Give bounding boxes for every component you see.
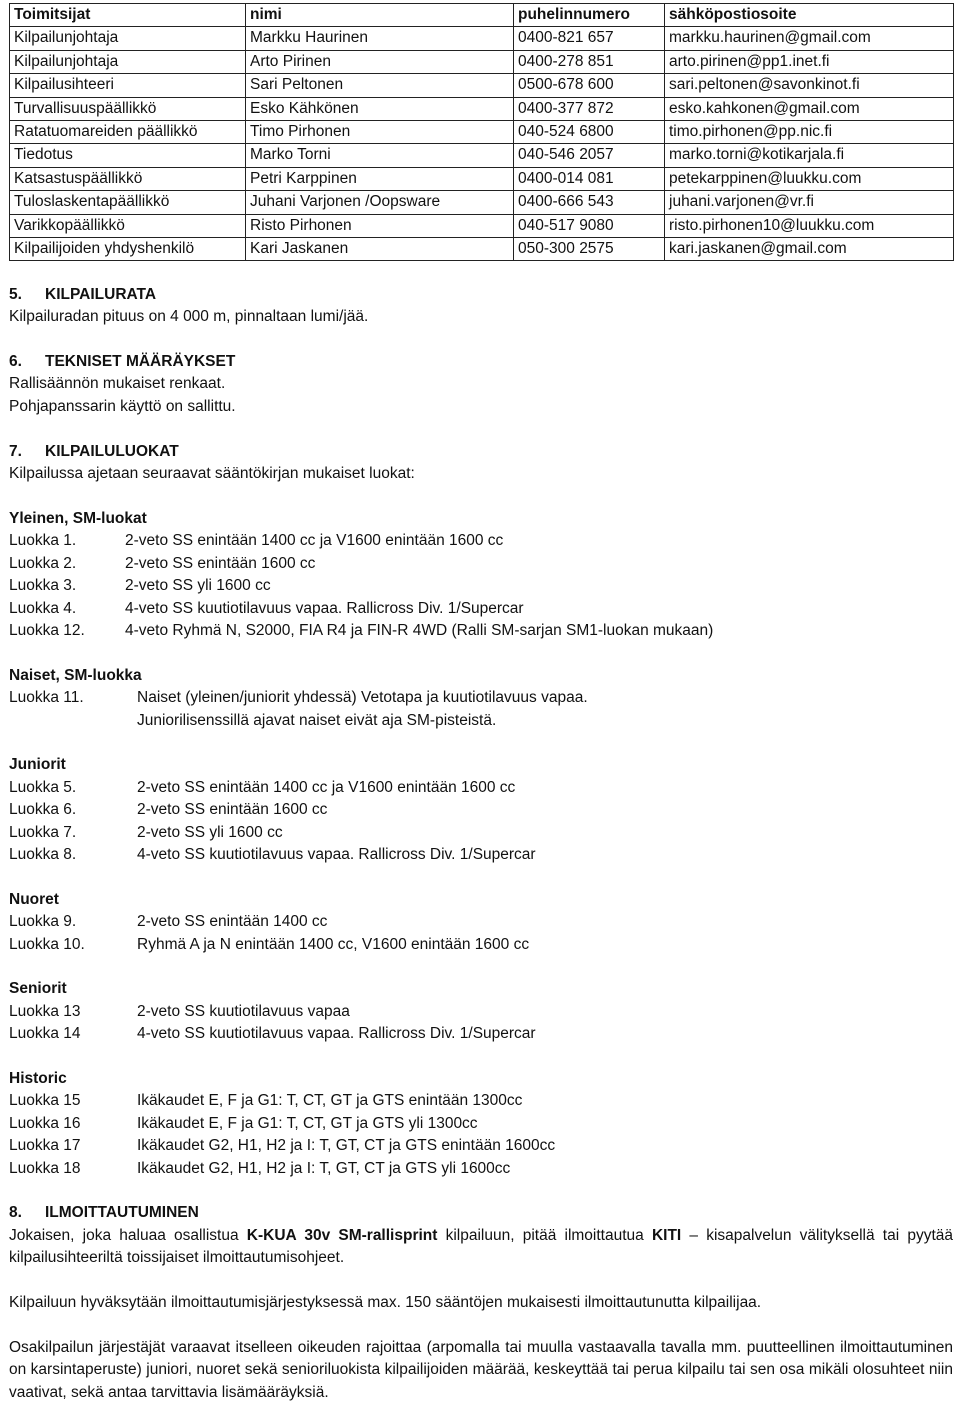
subsection-title: Juniorit: [9, 756, 66, 774]
officials-table: [9, 3, 954, 261]
cell-name: Risto Pirhonen: [246, 214, 514, 237]
list-item: [9, 777, 953, 799]
cell-name: Juhani Varjonen /Oopsware: [246, 191, 514, 214]
subsection-title: Seniorit: [9, 980, 67, 998]
header-phone: puhelinnumero: [514, 4, 665, 27]
class-label: Luokka 9.: [9, 913, 77, 931]
acceptance-paragraph: Kilpailuun hyväksytään ilmoittautumisjärjestyksessä max. 150 sääntöjen mukaisesti ilmoittautunutta kilpailijaa.: [9, 1293, 762, 1311]
class-desc: Ikäkaudet G2, H1, H2 ja I: T, GT, CT ja GTS yli 1600cc: [137, 1159, 511, 1177]
section-text: Pohjapanssarin käyttö on sallittu.: [9, 397, 236, 415]
cell-name: Esko Kähkönen: [246, 97, 514, 120]
header-name: nimi: [246, 4, 514, 27]
section-number: 8.: [9, 1204, 22, 1222]
list-item: [9, 530, 953, 552]
list-item: [9, 1135, 953, 1157]
section-text: Kilpailuradan pituus on 4 000 m, pinnaltaan lumi/jää.: [9, 308, 369, 326]
class-desc: 2-veto SS enintään 1400 cc ja V1600 enintään 1600 cc: [125, 532, 504, 550]
table-row: [10, 97, 954, 120]
section-title: KILPAILULUOKAT: [45, 442, 179, 460]
class-desc: Naiset (yleinen/juniorit yhdessä) Vetotapa ja kuutiotilavuus vapaa.: [137, 689, 588, 707]
class-label: Luokka 7.: [9, 823, 77, 841]
section-intro: Kilpailussa ajetaan seuraavat sääntökirjan mukaiset luokat:: [9, 465, 415, 483]
cell-name: Marko Torni: [246, 144, 514, 167]
cell-name: Sari Peltonen: [246, 74, 514, 97]
section-tekniset: [9, 351, 953, 418]
text-run: kilpailuun, pitää ilmoittautua: [437, 1226, 652, 1244]
officials-header-row: [10, 4, 954, 27]
class-label: Luokka 8.: [9, 845, 77, 863]
subsection-title: Historic: [9, 1069, 67, 1087]
class-desc: 2-veto SS enintään 1600 cc: [137, 801, 328, 819]
cell-email: markku.haurinen@gmail.com: [665, 27, 954, 50]
subsection-title: Naiset, SM-luokka: [9, 666, 142, 684]
list-item: [9, 1001, 953, 1023]
class-label: Luokka 15: [9, 1092, 81, 1110]
organizer-rights-paragraph: Osakilpailun järjestäjät varaavat itselleen oikeuden rajoittaa (arpomalla tai muulla vastaavalla tavalla mm. puutteellinen ilmoittautuminen on karsintaperuste) juniori, nuoret sekä senioriluokista kilpailijoiden määrää, keskeyttää tai perua kilpailu tai sen osa mikäli olosuhteet niin vaativat, sekä antaa tarvittavia lisämääräyksiä.: [9, 1338, 953, 1401]
list-item: [9, 799, 953, 821]
class-label: Luokka 17: [9, 1137, 81, 1155]
cell-name: Kari Jaskanen: [246, 238, 514, 261]
cell-role: Katsastuspäällikkö: [10, 167, 246, 190]
cell-phone: 0400-666 543: [514, 191, 665, 214]
cell-name: Arto Pirinen: [246, 50, 514, 73]
table-row: [10, 144, 954, 167]
list-item: [9, 1023, 953, 1045]
list-item: [9, 710, 953, 732]
table-row: [10, 191, 954, 214]
class-desc: Ikäkaudet G2, H1, H2 ja I: T, GT, CT ja GTS enintään 1600cc: [137, 1137, 556, 1155]
cell-phone: 0400-278 851: [514, 50, 665, 73]
cell-phone: 050-300 2575: [514, 238, 665, 261]
cell-email: marko.torni@kotikarjala.fi: [665, 144, 954, 167]
class-desc: 2-veto SS enintään 1400 cc ja V1600 enintään 1600 cc: [137, 778, 516, 796]
class-label: Luokka 5.: [9, 778, 77, 796]
class-label: Luokka 16: [9, 1114, 81, 1132]
event-name: K-KUA 30v SM-rallisprint: [246, 1226, 438, 1244]
document-page: [9, 3, 953, 1404]
class-desc: 4-veto SS kuutiotilavuus vapaa. Rallicross Div. 1/Supercar: [137, 845, 536, 863]
class-desc: Ikäkaudet E, F ja G1: T, CT, GT ja GTS enintään 1300cc: [137, 1092, 523, 1110]
class-label: Luokka 10.: [9, 935, 85, 953]
class-label: Luokka 18: [9, 1159, 81, 1177]
class-label: Luokka 1.: [9, 532, 77, 550]
class-desc: 2-veto SS enintään 1600 cc: [125, 554, 316, 572]
list-item: [9, 687, 953, 709]
section-number: 6.: [9, 353, 22, 371]
header-email: sähköpostiosoite: [665, 4, 954, 27]
list-item: [9, 911, 953, 933]
section-heading: [9, 351, 953, 373]
cell-role: Tuloslaskentapäällikkö: [10, 191, 246, 214]
cell-email: petekarppinen@luukku.com: [665, 167, 954, 190]
class-label: Luokka 6.: [9, 801, 77, 819]
section-text: Rallisäännön mukaiset renkaat.: [9, 375, 226, 393]
cell-role: Kilpailijoiden yhdyshenkilö: [10, 238, 246, 261]
section-number: 7.: [9, 442, 22, 460]
cell-email: kari.jaskanen@gmail.com: [665, 238, 954, 261]
table-row: [10, 214, 954, 237]
list-item: [9, 553, 953, 575]
service-name: KITI: [651, 1226, 682, 1244]
cell-email: risto.pirhonen10@luukku.com: [665, 214, 954, 237]
cell-name: Petri Karppinen: [246, 167, 514, 190]
class-label: Luokka 12.: [9, 621, 85, 639]
class-desc: 4-veto SS kuutiotilavuus vapaa. Rallicross Div. 1/Supercar: [137, 1025, 536, 1043]
list-item: [9, 598, 953, 620]
table-row: [10, 74, 954, 97]
list-item: [9, 1113, 953, 1135]
cell-phone: 0500-678 600: [514, 74, 665, 97]
cell-role: Kilpailunjohtaja: [10, 27, 246, 50]
subsection-title: Yleinen, SM-luokat: [9, 509, 147, 527]
cell-role: Kilpailunjohtaja: [10, 50, 246, 73]
section-title: TEKNISET MÄÄRÄYKSET: [45, 353, 236, 371]
class-label: Luokka 14: [9, 1025, 81, 1043]
list-item: [9, 1158, 953, 1180]
section-number: 5.: [9, 285, 22, 303]
cell-phone: 0400-377 872: [514, 97, 665, 120]
cell-email: esko.kahkonen@gmail.com: [665, 97, 954, 120]
class-desc: Ikäkaudet E, F ja G1: T, CT, GT ja GTS yli 1300cc: [137, 1114, 478, 1132]
class-desc: 2-veto SS yli 1600 cc: [125, 577, 271, 595]
header-role: Toimitsijat: [10, 4, 246, 27]
table-row: [10, 167, 954, 190]
class-label: Luokka 11.: [9, 689, 84, 707]
cell-phone: 040-517 9080: [514, 214, 665, 237]
list-item: [9, 844, 953, 866]
table-row: [10, 27, 954, 50]
section-heading: [9, 1202, 953, 1224]
section-kilpailuluokat: [9, 441, 953, 1180]
cell-role: Varikkopäällikkö: [10, 214, 246, 237]
cell-role: Tiedotus: [10, 144, 246, 167]
cell-role: Kilpailusihteeri: [10, 74, 246, 97]
list-item: [9, 620, 953, 642]
cell-phone: 040-524 6800: [514, 121, 665, 144]
list-item: [9, 575, 953, 597]
cell-name: Timo Pirhonen: [246, 121, 514, 144]
section-title: KILPAILURATA: [45, 285, 157, 303]
cell-email: sari.peltonen@savonkinot.fi: [665, 74, 954, 97]
section-title: ILMOITTAUTUMINEN: [45, 1204, 199, 1222]
list-item: [9, 1090, 953, 1112]
class-desc: 4-veto SS kuutiotilavuus vapaa. Rallicross Div. 1/Supercar: [125, 599, 524, 617]
cell-email: arto.pirinen@pp1.inet.fi: [665, 50, 954, 73]
registration-paragraph: [9, 1225, 953, 1270]
table-row: [10, 121, 954, 144]
class-label: Luokka 3.: [9, 577, 77, 595]
class-desc: 2-veto SS enintään 1400 cc: [137, 913, 328, 931]
subsection-title: Nuoret: [9, 890, 59, 908]
cell-role: Ratatuomareiden päällikkö: [10, 121, 246, 144]
cell-email: timo.pirhonen@pp.nic.fi: [665, 121, 954, 144]
cell-role: Turvallisuuspäällikkö: [10, 97, 246, 120]
class-desc: Ryhmä A ja N enintään 1400 cc, V1600 enintään 1600 cc: [137, 935, 530, 953]
cell-phone: 0400-014 081: [514, 167, 665, 190]
list-item: [9, 934, 953, 956]
class-desc: 2-veto SS kuutiotilavuus vapaa: [137, 1002, 350, 1020]
list-item: [9, 822, 953, 844]
cell-phone: 0400-821 657: [514, 27, 665, 50]
section-kilpailurata: [9, 284, 953, 329]
section-heading: [9, 441, 953, 463]
class-desc: 2-veto SS yli 1600 cc: [137, 823, 283, 841]
cell-phone: 040-546 2057: [514, 144, 665, 167]
cell-email: juhani.varjonen@vr.fi: [665, 191, 954, 214]
class-desc: 4-veto Ryhmä N, S2000, FIA R4 ja FIN-R 4WD (Ralli SM-sarjan SM1-luokan mukaan): [125, 621, 714, 639]
text-run: – kisapalvelun välityksellä tai pyytää kilpailusihteeriltä toissijaiset ilmoittautumisohjeet.: [9, 1226, 954, 1267]
section-ilmoittautuminen: [9, 1202, 953, 1404]
text-run: Jokaisen, joka haluaa osallistua: [9, 1226, 247, 1244]
table-row: [10, 238, 954, 261]
section-heading: [9, 284, 953, 306]
class-desc: Juniorilisenssillä ajavat naiset eivät aja SM-pisteistä.: [137, 711, 497, 729]
class-label: Luokka 2.: [9, 554, 77, 572]
table-row: [10, 50, 954, 73]
class-label: Luokka 13: [9, 1002, 81, 1020]
class-label: Luokka 4.: [9, 599, 77, 617]
cell-name: Markku Haurinen: [246, 27, 514, 50]
